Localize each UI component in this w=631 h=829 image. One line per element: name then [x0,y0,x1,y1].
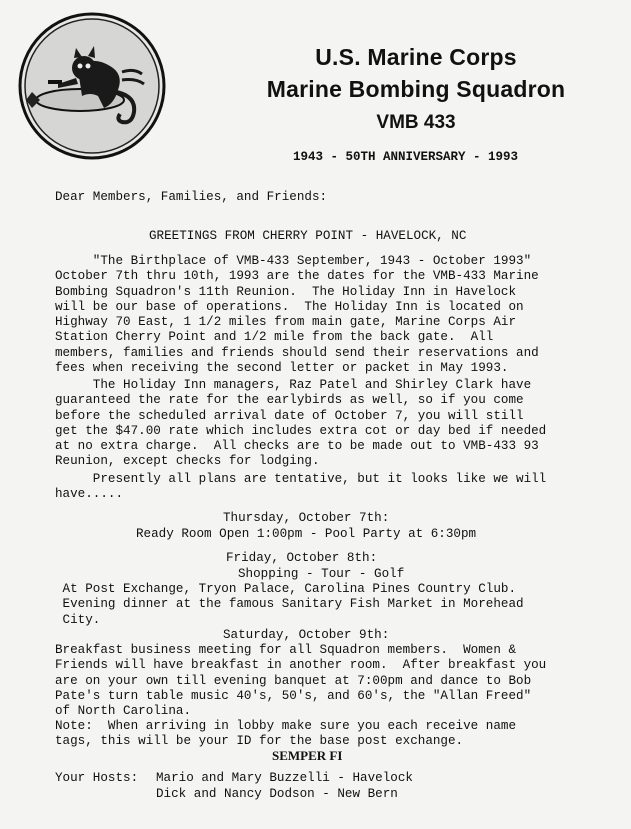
schedule-friday-details [55,582,524,628]
paragraph-line: guaranteed the rate for the earlybirds as well, so if you come [55,393,524,408]
paragraph-line: October 7th thru 10th, 1993 are the dates for the VMB-433 Marine [55,269,539,284]
squadron-insignia-icon [18,12,166,160]
paragraph-line: fees when receiving the second letter or packet in May 1993. [55,361,509,376]
paragraph-line: before the scheduled arrival date of October 7, you will still [55,408,524,423]
paragraph-line: Reunion, except checks for lodging. [55,454,320,469]
paragraph-line: The Holiday Inn managers, Raz Patel and Shirley Clark have [55,378,532,392]
schedule-line: Breakfast business meeting for all Squadron members. Women & [55,643,517,657]
paragraph-reunion-details [55,254,539,376]
schedule-line: Friends will have breakfast in another room. After breakfast you [55,658,547,673]
note-paragraph [55,719,516,750]
schedule-line: Evening dinner at the famous Sanitary Fish Market in Morehead [55,597,524,612]
paragraph-line: get the $47.00 rate which includes extra cot or day bed if needed [55,423,547,438]
header-title-line1: U.S. Marine Corps [315,44,517,70]
squadron-insignia-logo [18,12,166,160]
paragraph-line: Presently all plans are tentative, but it looks like we will [55,472,547,486]
schedule-saturday-details [55,643,546,719]
schedule-line: of North Carolina. [55,704,192,719]
closing-semper-fi: SEMPER FI [272,748,343,763]
schedule-line: are on your own till evening banquet at 7:00pm and dance to Bob [55,673,532,688]
paragraph-line: members, families and friends should send their reservations and [55,345,539,360]
note-line: tags, this will be your ID for the base post exchange. [55,734,464,749]
hosts-label: Your Hosts: [55,771,139,785]
note-line: Note: When arriving in lobby make sure you each receive name [55,719,517,733]
anniversary-line: 1943 - 50TH ANNIVERSARY - 1993 [293,150,519,164]
paragraph-hotel-rates [55,378,546,470]
paragraph-line: Bombing Squadron's 11th Reunion. The Holiday Inn in Havelock [55,284,517,299]
paragraph-line: will be our base of operations. The Holiday Inn is located on [55,299,524,314]
schedule-friday-line: Shopping - Tour - Golf [238,567,405,581]
hosts-line-2: Dick and Nancy Dodson - New Bern [156,787,398,801]
schedule-thursday-day: Thursday, October 7th: [223,511,390,525]
schedule-friday-day: Friday, October 8th: [226,551,378,565]
paragraph-line: Highway 70 East, 1 1/2 miles from main gate, Marine Corps Air [55,315,517,330]
hosts-line-1: Mario and Mary Buzzelli - Havelock [156,771,413,785]
schedule-thursday-line: Ready Room Open 1:00pm - Pool Party at 6:30pm [136,527,477,541]
schedule-line: At Post Exchange, Tryon Palace, Carolina Pines Country Club. [55,582,517,596]
paragraph-line: have..... [55,487,124,502]
paragraph-line: "The Birthplace of VMB-433 September, 1943 - October 1993" [55,254,532,268]
schedule-line: City. [55,612,101,627]
salutation: Dear Members, Families, and Friends: [55,190,328,204]
paragraph-plans [55,472,546,503]
paragraph-line: Station Cherry Point and 1/2 mile from the back gate. All [55,330,494,345]
paragraph-line: at no extra charge. All checks are to be made out to VMB-433 93 [55,439,539,454]
squadron-designation: VMB 433 [376,112,456,133]
greeting-title: GREETINGS FROM CHERRY POINT - HAVELOCK, NC [149,229,467,243]
header-title-line2: Marine Bombing Squadron [266,76,566,102]
schedule-saturday-day: Saturday, October 9th: [223,628,390,642]
schedule-line: Pate's turn table music 40's, 50's, and 60's, the "Allan Freed" [55,688,532,703]
